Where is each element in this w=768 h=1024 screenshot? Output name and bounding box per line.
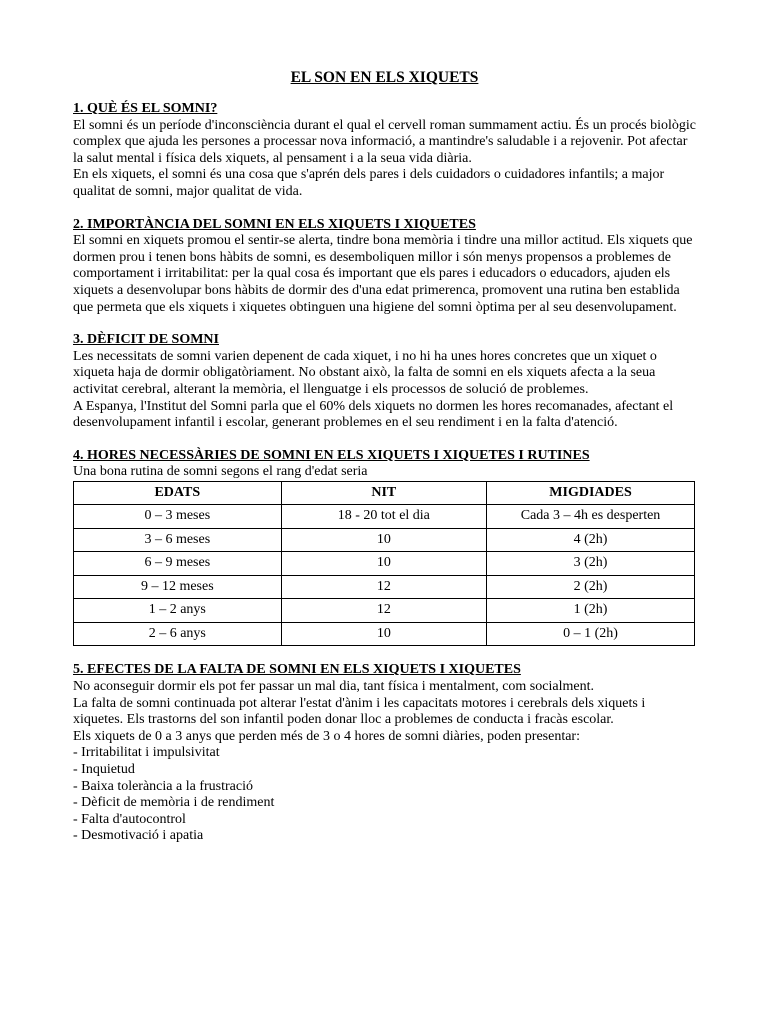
list-item: - Desmotivació i apatia	[73, 828, 204, 844]
list-item: - Irritabilitat i impulsivitat	[73, 745, 220, 761]
section-effects	[73, 662, 696, 845]
symptom-list	[73, 745, 696, 845]
cell-age: 9 – 12 meses	[74, 575, 282, 599]
list-item: - Dèficit de memòria i de rendiment	[73, 795, 275, 811]
cell-age: 6 – 9 meses	[74, 552, 282, 576]
table-row	[74, 505, 695, 529]
section-what-is-sleep	[73, 101, 696, 201]
header-night: NIT	[281, 481, 486, 505]
section-heading: 3. DÈFICIT DE SOMNI	[73, 332, 219, 348]
paragraph: Els xiquets de 0 a 3 anys que perden més de 3 o 4 hores de somni diàries, poden presentar:	[73, 728, 580, 744]
table-row	[74, 622, 695, 646]
paragraph: Les necessitats de somni varien depenent de cada xiquet, i no hi ha unes hores concretes que un xiquet o xiqueta haja de dormir obligatòriament. No obstant això, la falta de somni en els xiquets afecta a la seua activitat cerebral, alterant la memòria, el llenguatge i els processos de solució de problemes.	[73, 348, 657, 397]
cell-night: 10	[281, 622, 486, 646]
list-item: - Inquietud	[73, 761, 135, 777]
cell-age: 3 – 6 meses	[74, 528, 282, 552]
cell-night: 10	[281, 528, 486, 552]
section-heading: 5. EFECTES DE LA FALTA DE SOMNI EN ELS XIQUETS I XIQUETES	[73, 662, 521, 678]
cell-night: 12	[281, 575, 486, 599]
section-importance	[73, 217, 696, 317]
cell-age: 0 – 3 meses	[74, 505, 282, 529]
cell-naps: 3 (2h)	[487, 552, 695, 576]
cell-naps: Cada 3 – 4h es desperten	[487, 505, 695, 529]
document-title: EL SON EN ELS XIQUETS	[290, 69, 479, 86]
cell-age: 2 – 6 anys	[74, 622, 282, 646]
header-ages: EDATS	[74, 481, 282, 505]
cell-night: 18 - 20 tot el dia	[281, 505, 486, 529]
paragraph: El somni en xiquets promou el sentir-se alerta, tindre bona memòria i tindre una millor actitud. Els xiquets que dormen prou i tenen bons hàbits de somni, es desemboliquen millor i són menys propensos a problemes de comportament i irritabilitat: per la qual cosa és important que els pares i educadors o educadors, ajuden els xiquets a desenvolupar bons hàbits de dormir des d'una edat primerenca, promovent una rutina ben establida que permeta que els xiquets i xiquetes obtinguen una higiene del somni òptima per al seu desenvolupament.	[73, 233, 693, 315]
paragraph: No aconseguir dormir els pot fer passar un mal dia, tant física i mentalment, com socialment.	[73, 678, 594, 694]
list-item: - Falta d'autocontrol	[73, 811, 186, 827]
section-sleep-deficit	[73, 332, 696, 432]
list-item: - Baixa tolerància a la frustració	[73, 778, 253, 794]
table-header-row	[74, 481, 695, 505]
sleep-hours-table	[73, 481, 695, 647]
section-heading: 1. QUÈ ÉS EL SOMNI?	[73, 101, 218, 116]
cell-naps: 2 (2h)	[487, 575, 695, 599]
paragraph: El somni és un període d'inconsciència durant el qual el cervell roman summament actiu. És un procés biològic complex que ajuda les persones a processar nova informació, a mantindre's saludable i a rejovenir. Pot afectar la salut mental i física dels xiquets, al pensament i a la seua vida diària.	[73, 117, 697, 166]
paragraph: En els xiquets, el somni és una cosa que s'aprén dels pares i dels cuidadors o cuidadores infantils; a major qualitat de somni, major qualitat de vida.	[73, 167, 665, 199]
header-naps: MIGDIADES	[487, 481, 695, 505]
section-sleep-hours	[73, 448, 696, 647]
cell-naps: 4 (2h)	[487, 528, 695, 552]
table-intro: Una bona rutina de somni segons el rang d'edat seria	[73, 464, 368, 480]
table-row	[74, 575, 695, 599]
section-heading: 4. HORES NECESSÀRIES DE SOMNI EN ELS XIQUETS I XIQUETES I RUTINES	[73, 447, 590, 463]
table-row	[74, 528, 695, 552]
paragraph: La falta de somni continuada pot alterar l'estat d'ànim i les capacitats motores i cerebrals dels xiquets i xiquetes. Els trastorns del son infantil poden donar lloc a problemes de conducta i fracàs escolar.	[73, 695, 646, 728]
table-row	[74, 552, 695, 576]
cell-naps: 0 – 1 (2h)	[487, 622, 695, 646]
cell-naps: 1 (2h)	[487, 599, 695, 623]
table-row	[74, 599, 695, 623]
cell-night: 12	[281, 599, 486, 623]
section-heading: 2. IMPORTÀNCIA DEL SOMNI EN ELS XIQUETS I XIQUETES	[73, 216, 476, 232]
cell-age: 1 – 2 anys	[74, 599, 282, 623]
cell-night: 10	[281, 552, 486, 576]
paragraph: A Espanya, l'Institut del Somni parla que el 60% dels xiquets no dormen les hores recomanades, afectant el desenvolupament infantil i escolar, generant problemes en el seu rendiment i en la falta d'atenció.	[73, 398, 674, 431]
